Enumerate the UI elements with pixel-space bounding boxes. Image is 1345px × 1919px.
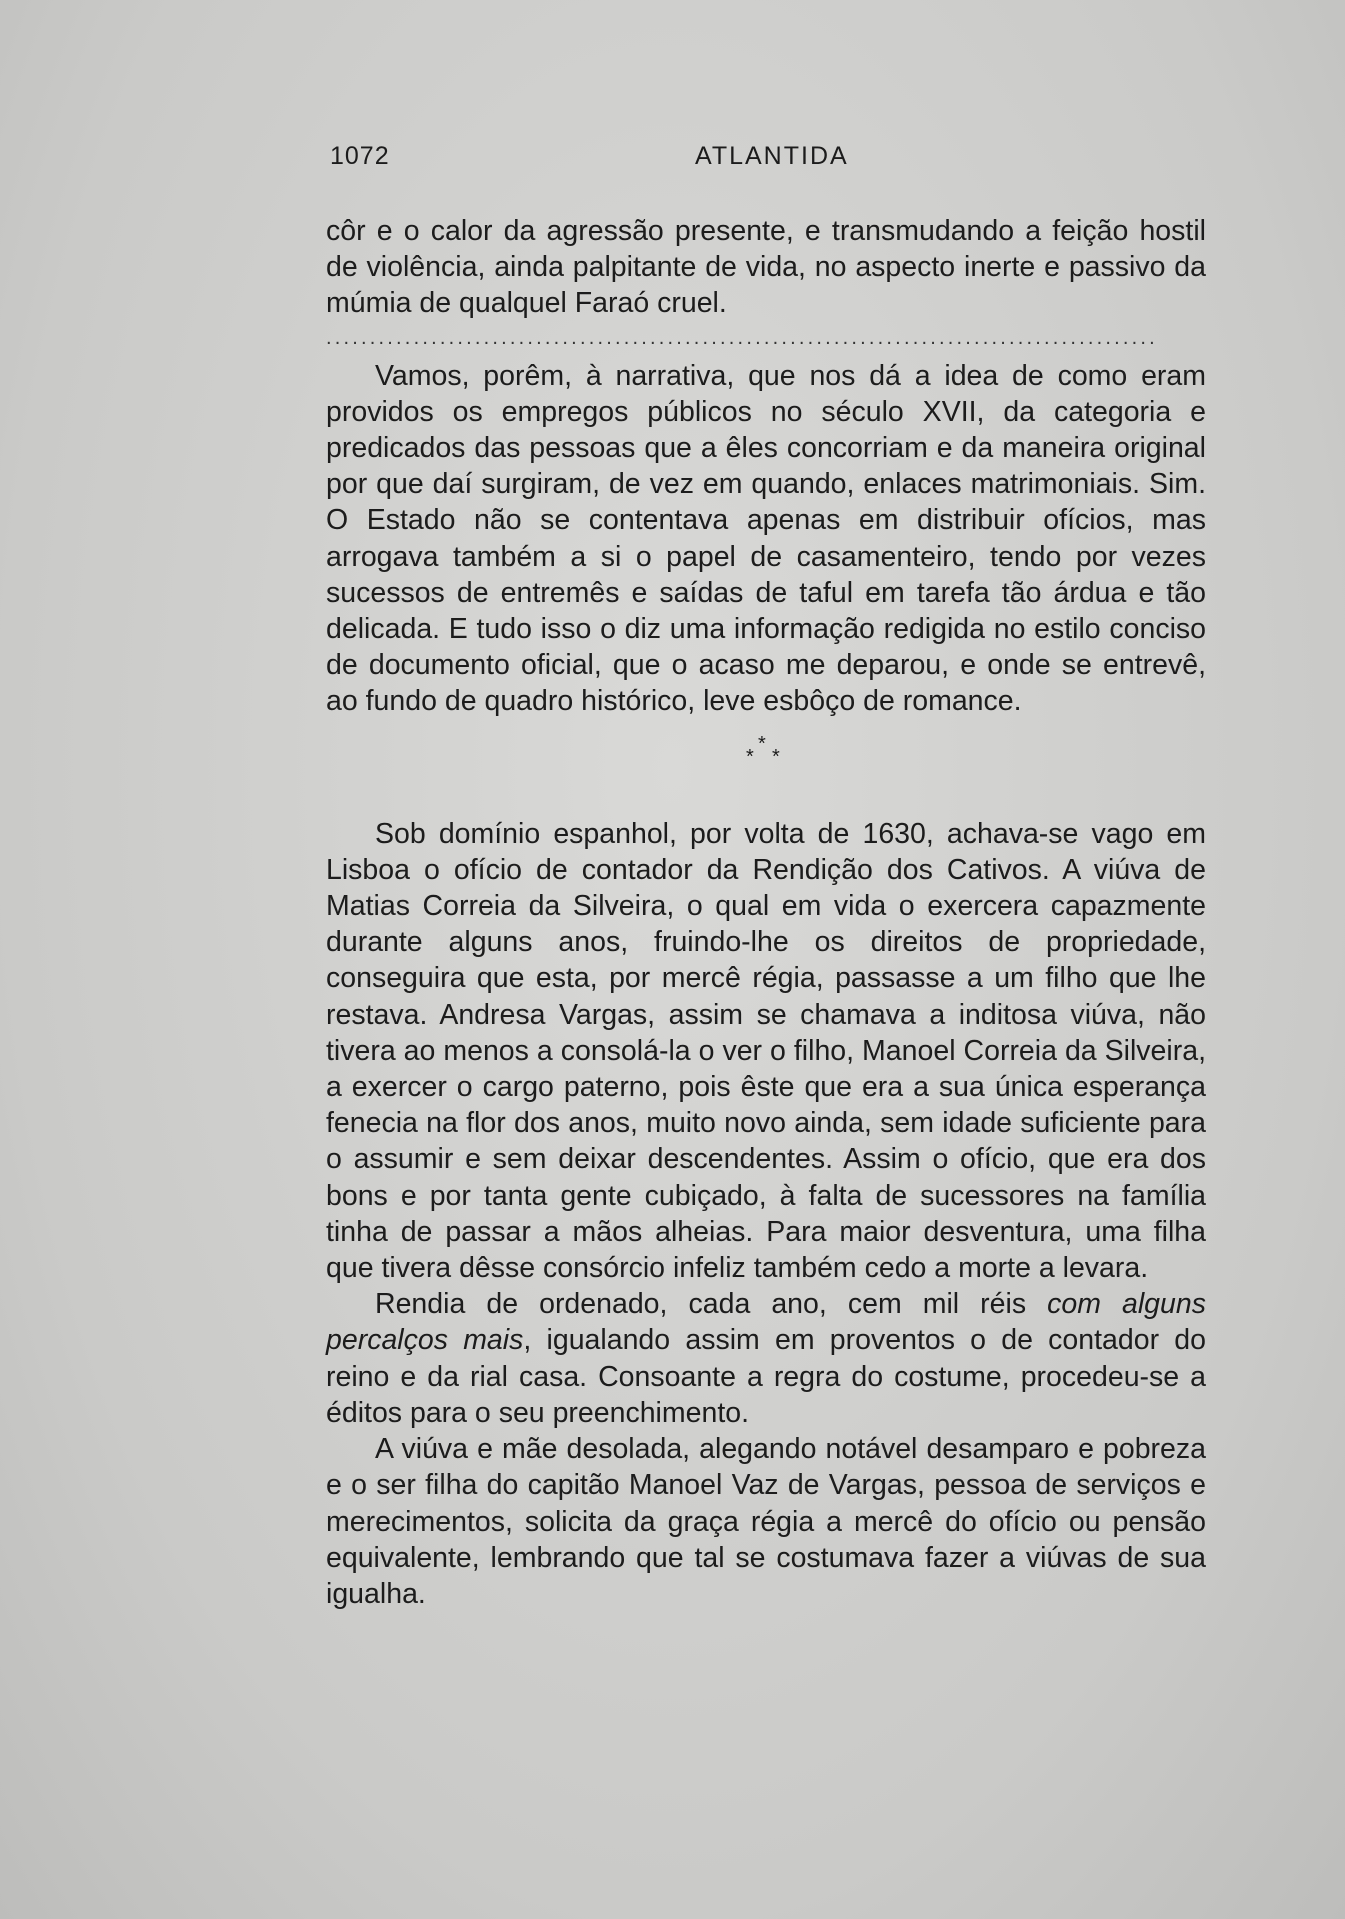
separator-dots: ............................................................................................... [326, 326, 1158, 349]
asterism-star: * [746, 745, 754, 768]
asterism-divider [326, 720, 1206, 816]
paragraph-3: Sob domínio espanhol, por volta de 1630, achava-se vago em Lisboa o ofício de contador da Rendição dos Cativos. A viúva de Matias Correia da Silveira, o qual em vida o exercera capazmente durante alguns anos, fruindo-lhe os direitos de propriedade, conseguira que esta, por mercê régia, passasse a um filho que lhe restava. Andresa Vargas, assim se chamava a inditosa viúva, não tivera ao menos a consolá-la o ver o filho, Manoel Correia da Silveira, a exercer o cargo paterno, pois êste que era a sua única esperança fenecia na flor dos anos, muito novo ainda, sem idade suficiente para o assumir e sem deixar descendentes. Assim o ofício, que era dos bons e por tanta gente cubiçado, à falta de sucessores na família tinha de passar a mãos alheias. Para maior desventura, uma filha que tivera dêsse consórcio infeliz também cedo a morte a levara. [326, 817, 1206, 1285]
paragraph-2: Vamos, porêm, à narrativa, que nos dá a idea de como eram providos os empregos públicos no século XVII, da categoria e predicados das pessoas que a êles concorriam e da maneira original por que daí surgiram, de vez em quando, enlaces matrimoniais. Sim. O Estado não se contentava apenas em distribuir ofícios, mas arrogava também a si o papel de casamenteiro, tendo por vezes sucessos de entremês e saídas de taful em tarefa tão árdua e tão delicada. E tudo isso o diz uma informação redigida no estilo conciso de documento oficial, que o acaso me deparou, e onde se entrevê, ao fundo de quadro histórico, leve esbôço de romance. [326, 359, 1206, 718]
paragraph-4-italic: com alguns percalços mais [326, 1288, 1206, 1357]
body-text [326, 213, 1206, 1612]
paragraph-4 [326, 1286, 1206, 1431]
paragraph-1: côr e o calor da agressão presente, e transmudando a feição hostil de violência, ainda palpitante de vida, no aspecto inerte e passivo da múmia de qualquel Faraó cruel. [326, 215, 1206, 320]
asterism-star: * [758, 732, 766, 755]
paragraph-4-end: , igualando assim em proventos o de contador do reino e da rial casa. Consoante a regra do costume, procedeu-se a éditos para o seu preenchimento. [326, 1324, 1206, 1429]
paragraph-4-start: Rendia de ordenado, cada ano, cem mil réis [375, 1288, 1048, 1321]
running-title: ATLANTIDA [695, 142, 849, 170]
paragraph-5: A viúva e mãe desolada, alegando notável desamparo e pobreza e o ser filha do capitão Manoel Vaz de Vargas, pessoa de serviços e merecimentos, solicita da graça régia a mercê do ofício ou pensão equivalente, lembrando que tal se costumava fazer a viúvas de sua igualha. [326, 1433, 1206, 1610]
page-number: 1072 [330, 142, 390, 170]
page-header [330, 142, 1230, 176]
asterism-star: * [772, 745, 780, 768]
